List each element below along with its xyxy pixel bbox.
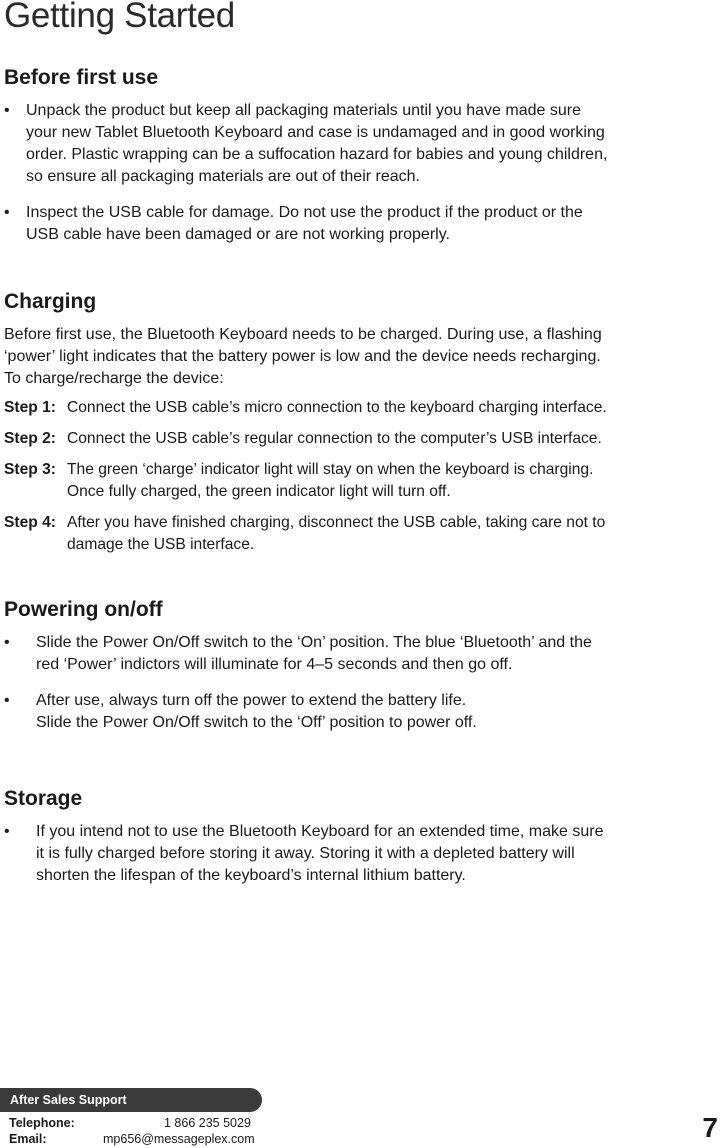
page-number: 7 [702, 1112, 718, 1143]
list-item: • After use, always turn off the power to extend the battery life. Slide the Power On/Off switch to the ‘Off’ position to power off. [4, 690, 720, 734]
telephone-value: 1 866 235 5029 [164, 1116, 251, 1130]
step-list [4, 397, 720, 556]
step-text: Connect the USB cable’s regular connection to the computer’s USB interface. [67, 430, 602, 447]
section-storage [4, 787, 720, 901]
after-sales-badge: After Sales Support [0, 1088, 262, 1112]
section-charging [4, 290, 720, 565]
step-label: Step 4: [4, 514, 56, 531]
step-item [4, 512, 720, 556]
section-heading: Storage [4, 787, 83, 810]
list-item: • If you intend not to use the Bluetooth Keyboard for an extended time, make sure it is fully charged before storing it away. Storing it with a depleted battery will shorten the lifespan of the keyboard’s internal lithium battery. [4, 821, 720, 887]
step-item [4, 397, 720, 419]
step-item [4, 459, 720, 503]
step-text: After you have finished charging, disconnect the USB cable, taking care not to damage the USB interface. [67, 514, 606, 553]
section-powering [4, 598, 720, 748]
step-label: Step 3: [4, 461, 56, 478]
step-label: Step 2: [4, 430, 56, 447]
bullet-list [4, 100, 720, 246]
section-heading: Charging [4, 290, 97, 313]
step-text: Connect the USB cable’s micro connection to the keyboard charging interface. [67, 399, 607, 416]
list-item: • Slide the Power On/Off switch to the ‘On’ position. The blue ‘Bluetooth’ and the red ‘Power’ indictors will illuminate for 4–5 seconds and then go off. [4, 632, 720, 676]
email-value: mp656@messageplex.com [103, 1132, 255, 1146]
telephone-label: Telephone: [9, 1116, 75, 1130]
step-label: Step 1: [4, 399, 56, 416]
email-label: Email: [9, 1132, 47, 1146]
page-title: Getting Started [4, 0, 235, 35]
list-item: • Unpack the product but keep all packaging materials until you have made sure your new Tablet Bluetooth Keyboard and case is undamaged and in good working order. Plastic wrapping can be a suffocation hazard for babies and young children, so ensure all packaging materials are out of their reach. [4, 100, 720, 188]
charging-intro: Before first use, the Bluetooth Keyboard needs to be charged. During use, a flashing ‘power’ light indicates that the battery power is low and the device needs recharging. To charge/recharge the device: [4, 326, 602, 387]
bullet-list [4, 821, 720, 887]
step-item [4, 428, 720, 450]
section-heading: Before first use [4, 66, 159, 89]
step-text: The green ‘charge’ indicator light will stay on when the keyboard is charging. Once fully charged, the green indicator light will turn off. [67, 461, 594, 500]
section-heading: Powering on/off [4, 598, 163, 621]
section-before-first-use [4, 66, 720, 260]
list-item: • Inspect the USB cable for damage. Do not use the product if the product or the USB cable have been damaged or are not working properly. [4, 202, 720, 246]
bullet-list [4, 632, 720, 734]
